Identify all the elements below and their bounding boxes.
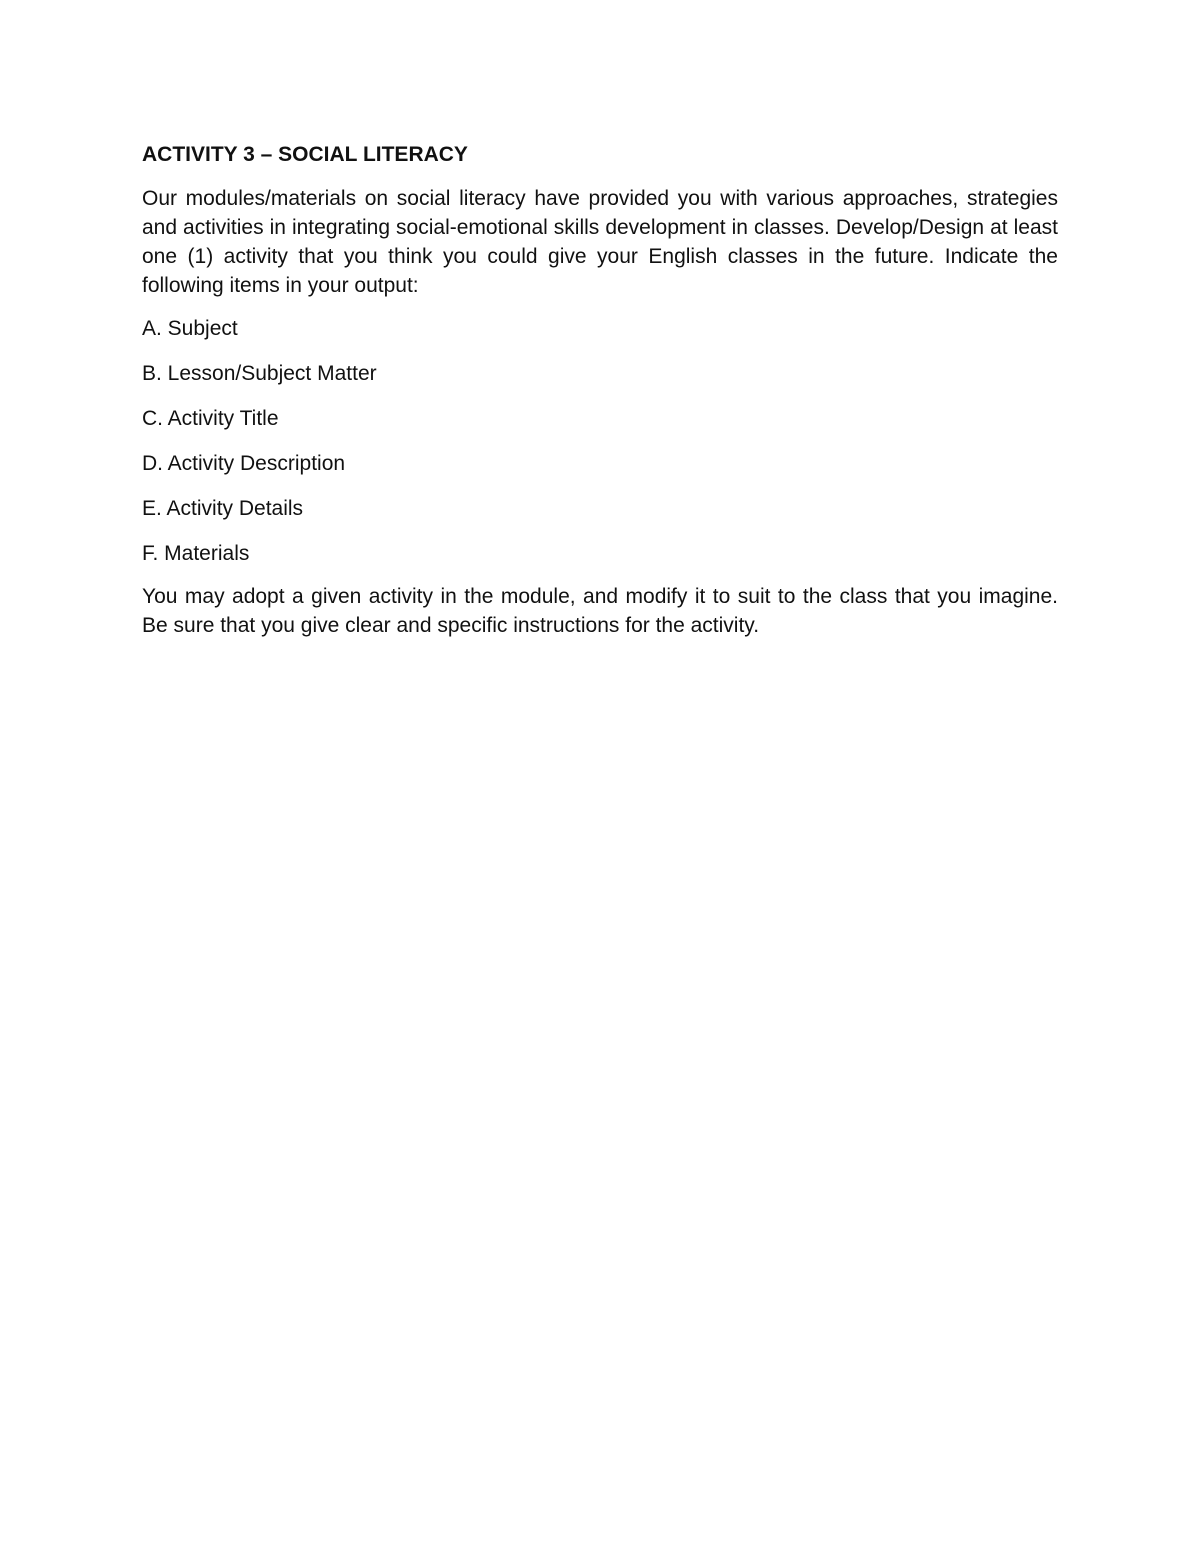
closing-paragraph: You may adopt a given activity in the module, and modify it to suit to the class that you imagine. Be sure that you give clear and specific instructions for the activity. [142, 585, 1058, 637]
activity-title: ACTIVITY 3 – SOCIAL LITERACY [142, 143, 468, 166]
document-body [142, 140, 1058, 654]
list-item-activity-details: E. Activity Details [142, 497, 304, 520]
list-item-lesson: B. Lesson/Subject Matter [142, 362, 377, 385]
list-item-subject: A. Subject [142, 317, 238, 340]
intro-paragraph: Our modules/materials on social literacy have provided you with various approaches, strategies and activities in integrating social-emotional skills development in classes. Develop/Design at least one (1) activity that you think you could give your English classes in the future. Indicate the following items in your output: [142, 187, 1058, 297]
list-item-activity-description: D. Activity Description [142, 452, 346, 475]
list-item-activity-title: C. Activity Title [142, 407, 279, 430]
list-item-materials: F. Materials [142, 542, 250, 565]
required-items-list [142, 314, 1058, 568]
